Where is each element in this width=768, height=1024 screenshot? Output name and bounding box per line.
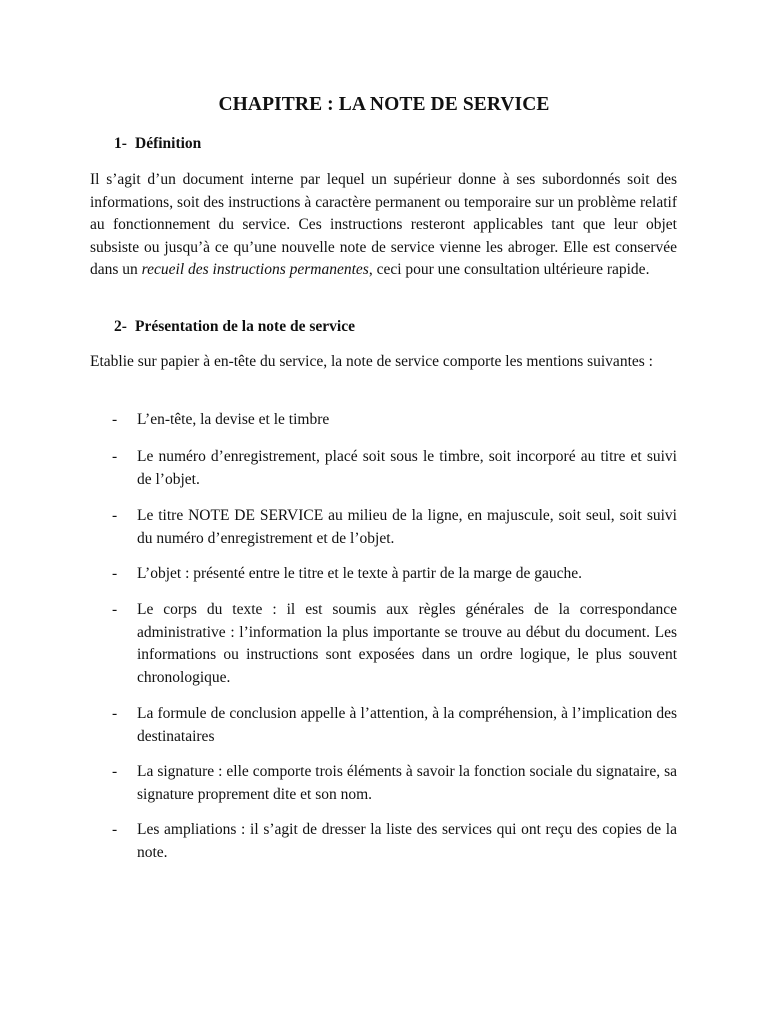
bullet-dash: - [112,763,118,780]
section-number: 1- [114,135,127,152]
list-item [112,446,677,491]
page-title: CHAPITRE : LA NOTE DE SERVICE [218,94,550,115]
list-item-text: Le corps du texte : il est soumis aux règles générales de la correspondance administrative : l’information la plus importante se trouve au début du document. Les informations ou instructions sont exposées dans un ordre logique, le plus souvent chronologique. [137,601,677,686]
list-item [112,703,677,748]
list-item [112,819,677,864]
bullet-dash: - [112,448,118,465]
presentation-intro: Etablie sur papier à en-tête du service, la note de service comporte les mentions suivantes : [90,353,653,370]
list-item-text: L’objet : présenté entre le titre et le texte à partir de la marge de gauche. [137,565,582,582]
paragraph-text: Il s’agit d’un document interne par lequel un supérieur donne à ses subordonnés soit des informations, soit des instructions à caractère permanent ou temporaire sur un problème relatif au fonctionnement du service. Ces instructions resteront applicables tant que leur objet subsiste ou jusqu’à ce qu’une nouvelle note de service vienne les abroger. Elle est conservée dans un [90,171,677,278]
section-title: Présentation de la note de service [135,318,355,335]
paragraph-italic-text: recueil des instructions permanentes [141,261,369,278]
list-item-text: La formule de conclusion appelle à l’attention, à la compréhension, à l’implication des destinataires [137,705,677,745]
bullet-dash: - [112,565,118,582]
section-heading-presentation [114,318,355,336]
paragraph-text-end: , ceci pour une consultation ultérieure rapide. [368,261,650,278]
list-item [112,563,677,586]
bullet-dash: - [112,411,118,428]
list-item-text: La signature : elle comporte trois éléments à savoir la fonction sociale du signataire, sa signature proprement dite et son nom. [137,763,677,803]
list-item-text: Le numéro d’enregistrement, placé soit sous le timbre, soit incorporé au titre et suivi de l’objet. [137,448,677,488]
section-heading-definition [114,135,201,153]
list-item-text: L’en-tête, la devise et le timbre [137,411,330,428]
list-item [112,761,677,806]
definition-paragraph [90,169,677,282]
list-item [112,599,677,689]
list-item-text: Les ampliations : il s’agit de dresser la liste des services qui ont reçu des copies de la note. [137,821,677,861]
bullet-dash: - [112,507,118,524]
list-item-text: Le titre NOTE DE SERVICE au milieu de la ligne, en majuscule, soit seul, soit suivi du numéro d’enregistrement et de l’objet. [137,507,677,547]
bullet-dash: - [112,705,118,722]
section-title: Définition [135,135,202,152]
section-number: 2- [114,318,127,335]
list-item [112,409,677,432]
list-item [112,505,677,550]
bullet-dash: - [112,821,118,838]
bullet-dash: - [112,601,118,618]
